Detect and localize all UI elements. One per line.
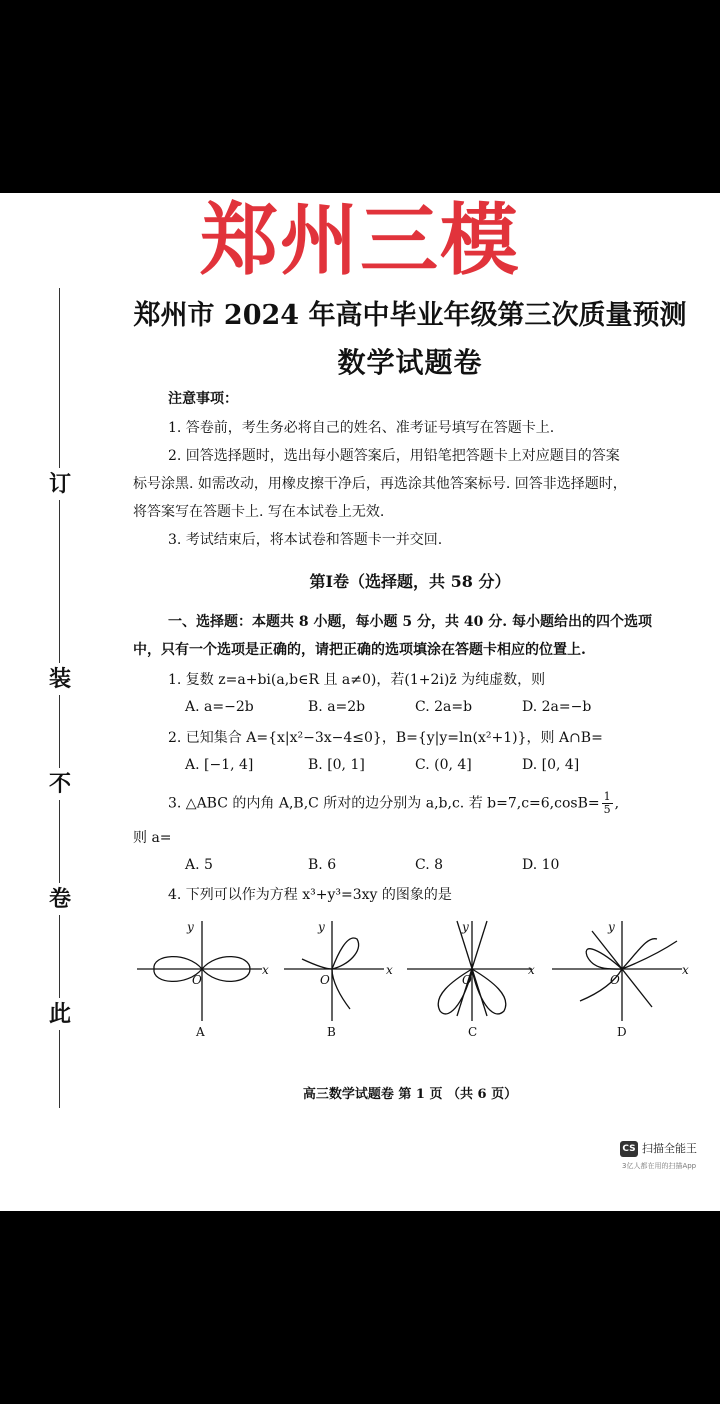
question-3-stem-end: , <box>614 795 620 812</box>
binding-char: 此 <box>44 998 76 1030</box>
question-3-option-a: A. 5 <box>185 857 213 873</box>
axis-label-x: x <box>682 963 689 977</box>
origin-label: O <box>192 973 202 987</box>
camscanner-name: 扫描全能王 <box>642 1142 697 1155</box>
camscanner-slogan: 3亿人都在用的扫描App <box>622 1162 697 1170</box>
question-2-stem: 2. 已知集合 A={x|x²−3x−4≤0}，B={y|y=ln(x²+1)}，则 A∩B= <box>168 730 603 746</box>
fraction <box>602 791 613 816</box>
question-3-line2: 则 a= <box>133 830 172 846</box>
axis-label-y: y <box>608 920 615 934</box>
graph-label-a: A <box>196 1025 205 1039</box>
question-4-stem: 4. 下列可以作为方程 x³+y³=3xy 的图象的是 <box>168 887 452 903</box>
axis-label-y: y <box>187 920 194 934</box>
origin-label: O <box>462 973 472 987</box>
question-1-stem: 1. 复数 z=a+bi(a,b∈R 且 a≠0)，若(1+2i)z̄ 为纯虚数，则 <box>168 672 546 688</box>
section-title: 第Ⅰ卷（选择题，共 58 分） <box>309 572 511 591</box>
origin-label: O <box>610 973 620 987</box>
question-3-stem-text: 3. △ABC 的内角 A,B,C 所对的边分别为 a,b,c. 若 b=7,c=6,cosB= <box>168 795 600 812</box>
graph-c <box>407 920 535 1039</box>
graph-d <box>552 920 689 1039</box>
fraction-denominator: 5 <box>603 803 611 816</box>
fraction-numerator: 1 <box>603 790 611 803</box>
question-1-option-c: C. 2a=b <box>415 699 473 715</box>
axis-label-y: y <box>318 920 325 934</box>
graph-label-d: D <box>617 1025 627 1039</box>
note-2-cont: 将答案写在答题卡上. 写在本试卷上无效. <box>133 504 385 520</box>
notes-heading: 注意事项： <box>168 391 238 407</box>
axis-label-x: x <box>262 963 269 977</box>
graph-b <box>284 920 393 1039</box>
note-1: 1. 答卷前，考生务必将自己的姓名、准考证号填写在答题卡上. <box>168 420 555 436</box>
scanner-watermark <box>620 1141 715 1181</box>
question-2-option-d: D. [0, 4] <box>522 757 580 773</box>
question-2-option-b: B. [0, 1] <box>308 757 365 773</box>
binding-char: 装 <box>44 663 76 695</box>
folium-curve <box>302 938 359 1009</box>
binding-char: 不 <box>44 768 76 800</box>
binding-char: 卷 <box>44 883 76 915</box>
axis-label-x: x <box>386 963 393 977</box>
question-3-stem <box>168 791 619 816</box>
note-2-cont: 标号涂黑. 如需改动，用橡皮擦干净后，再选涂其他答案标号. 回答非选择题时， <box>133 476 627 492</box>
question-1-option-d: D. 2a=−b <box>522 699 592 715</box>
question-2-option-a: A. [−1, 4] <box>185 757 254 773</box>
banner-title: 郑州三模 <box>199 196 520 286</box>
note-2: 2. 回答选择题时，选出每小题答案后，用铅笔把答题卡上对应题目的答案 <box>168 448 620 464</box>
camscanner-logo: CS <box>620 1141 638 1157</box>
binding-char: 订 <box>44 468 76 500</box>
page-footer: 高三数学试题卷 第 1 页 （共 6 页） <box>302 1087 518 1102</box>
origin-label: O <box>320 973 330 987</box>
question-1-option-a: A. a=−2b <box>185 699 254 715</box>
axis-label-x: x <box>528 963 535 977</box>
question-3-option-d: D. 10 <box>522 857 560 873</box>
page-subtitle: 数学试题卷 <box>337 346 483 379</box>
part1-instructions-cont: 中，只有一个选项是正确的，请把正确的选项填涂在答题卡相应的位置上. <box>133 642 586 658</box>
graph-a <box>137 920 269 1039</box>
folium-curve <box>622 939 677 969</box>
question-1-option-b: B. a=2b <box>308 699 366 715</box>
page-title: 郑州市 2024 年高中毕业年级第三次质量预测 <box>133 300 687 331</box>
exam-paper <box>0 193 720 1211</box>
question-3-option-c: C. 8 <box>415 857 444 873</box>
graph-label-b: B <box>327 1025 336 1039</box>
part1-instructions: 一、选择题：本题共 8 小题，每小题 5 分，共 40 分. 每小题给出的四个选项 <box>168 614 652 630</box>
question-2-option-c: C. (0, 4] <box>415 757 472 773</box>
question-4-graphs <box>132 911 692 1046</box>
note-3: 3. 考试结束后，将本试卷和答题卡一并交回. <box>168 532 443 548</box>
binding-line <box>40 288 80 1108</box>
graph-label-c: C <box>468 1025 478 1039</box>
question-3-option-b: B. 6 <box>308 857 337 873</box>
axis-label-y: y <box>462 920 469 934</box>
binding-rule <box>59 288 60 1108</box>
